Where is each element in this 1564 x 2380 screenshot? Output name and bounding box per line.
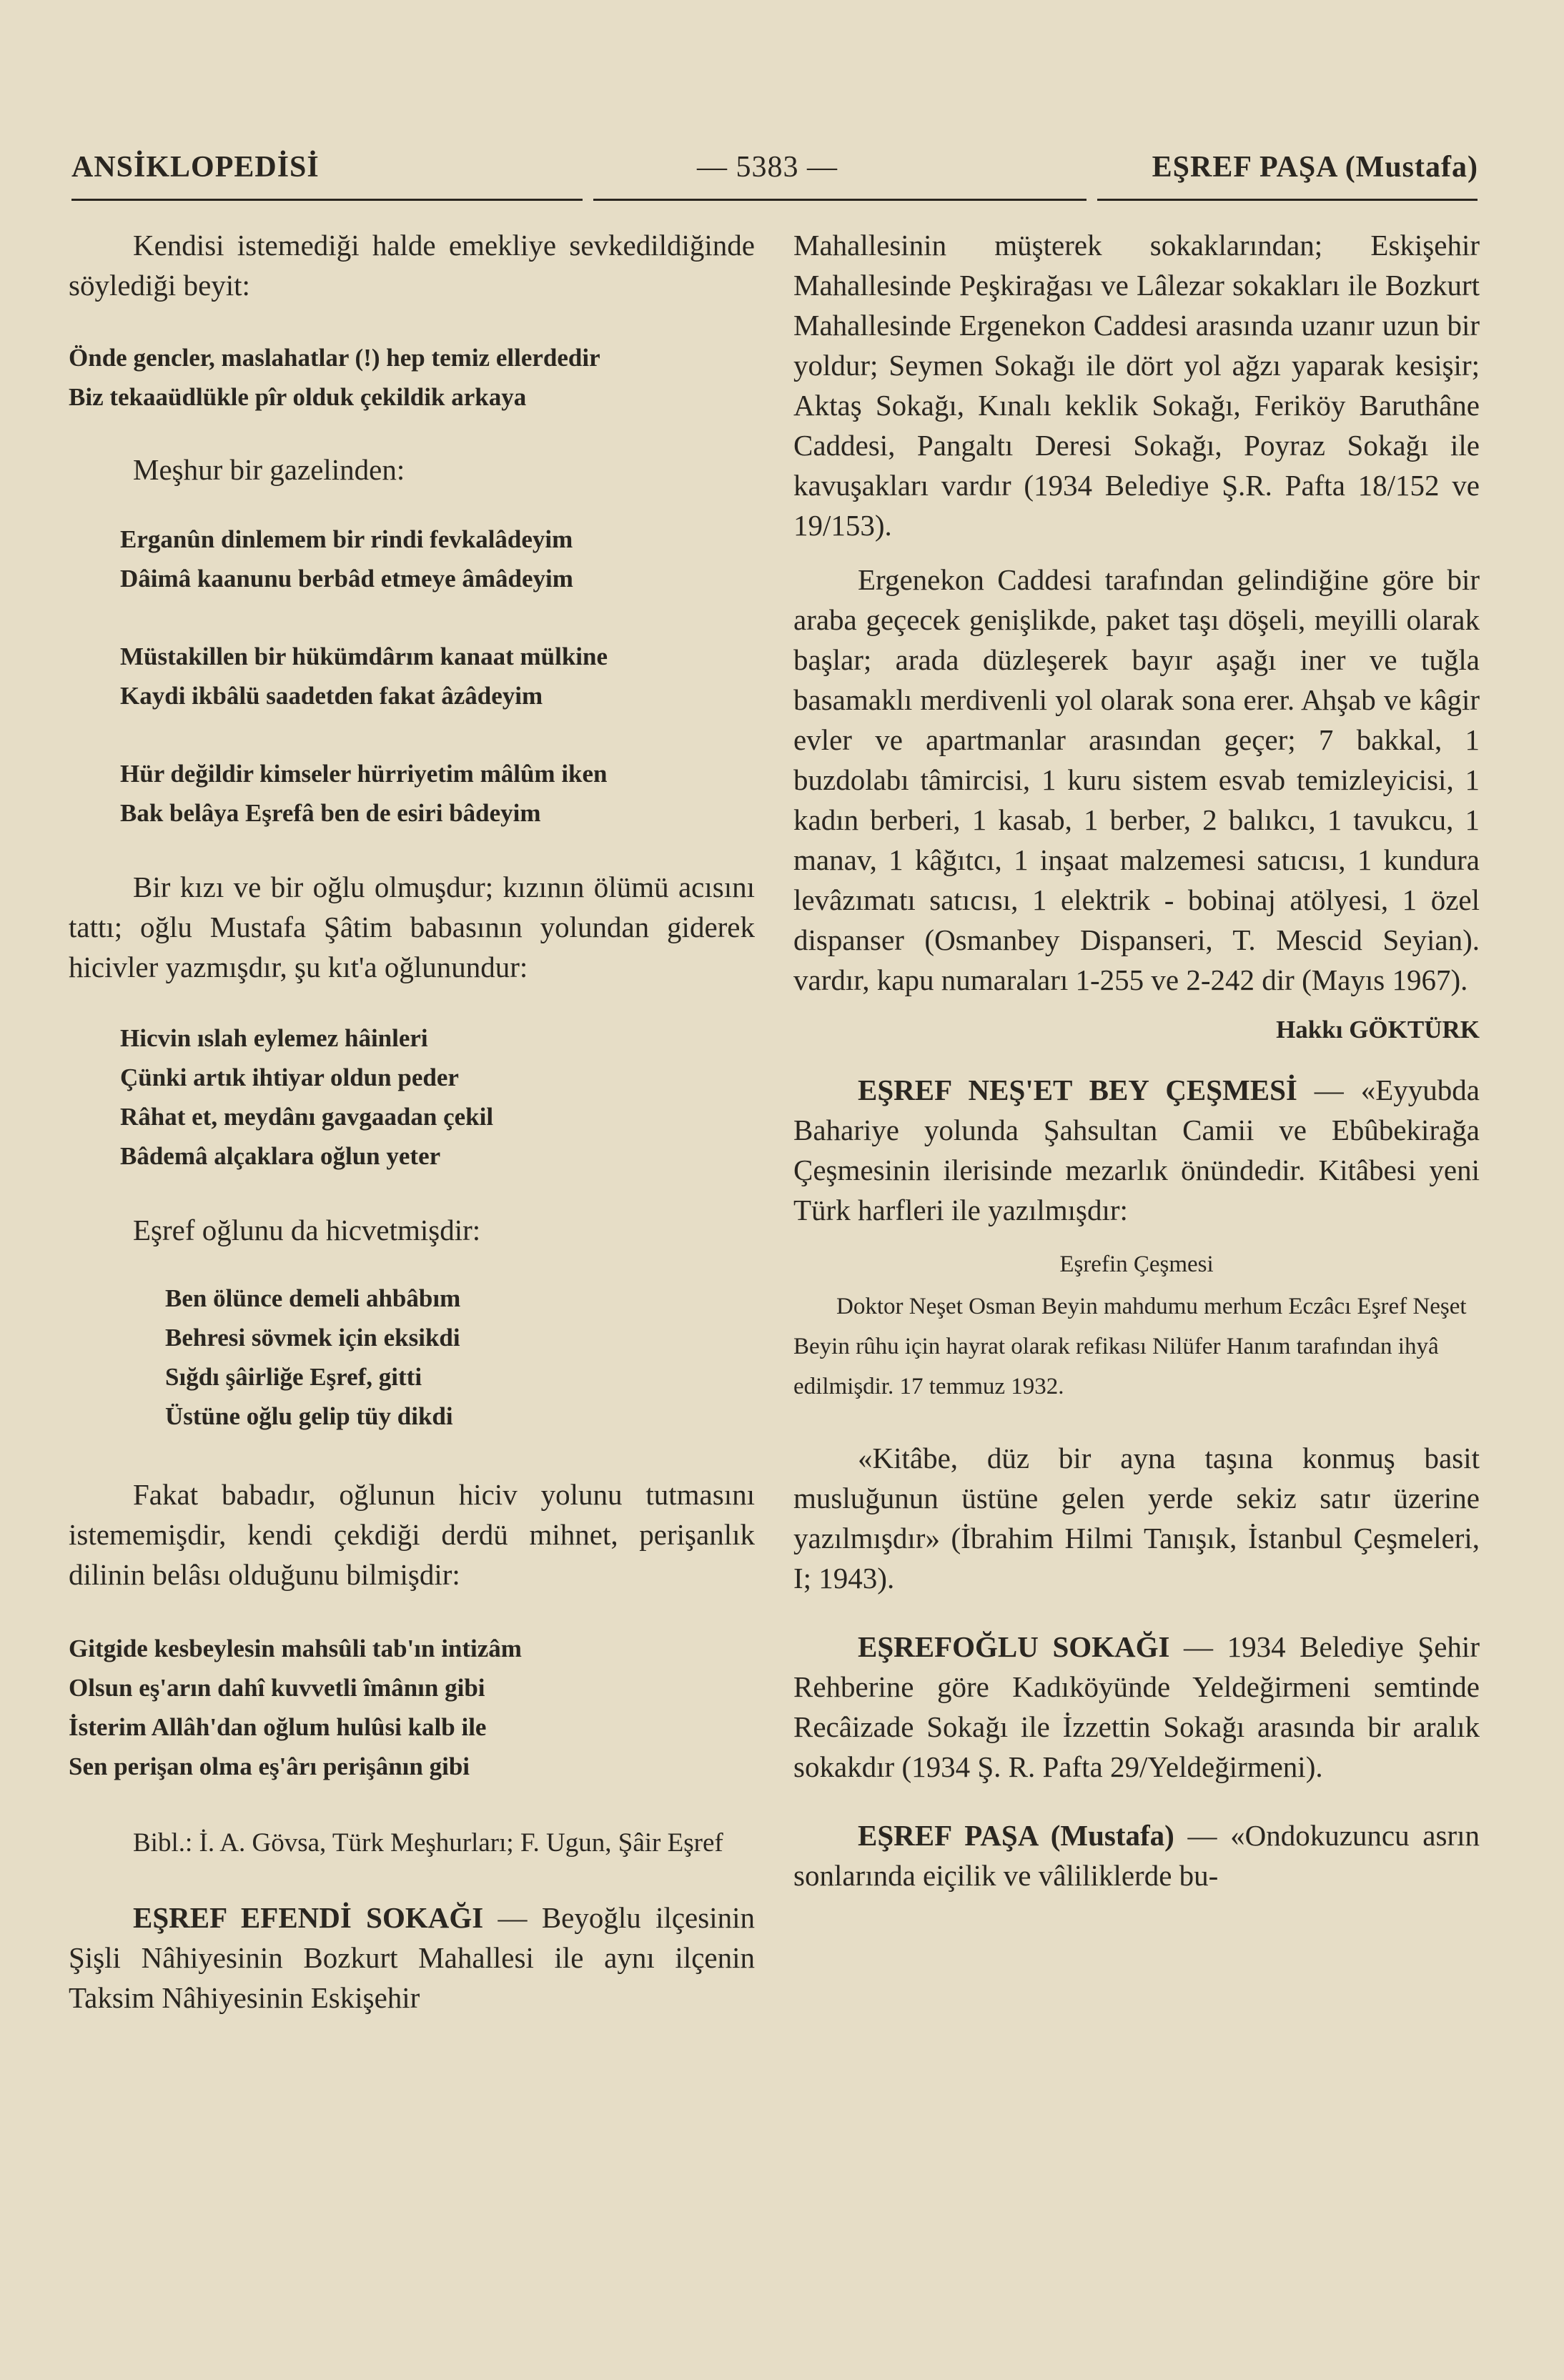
verse-line: Behresi sövmek için eksikdi xyxy=(165,1324,460,1352)
paragraph: Ergenekon Caddesi tarafından gelindiğine göre bir araba geçecek genişlikde, paket taşı döşeli, meyilli olarak başlar; arada düzleşerek bayır aşağı iner ve tuğla basamaklı merdivenli yol olarak sona erer. Ahşab ve kâgir evler ve apartmanlar arasından geçer; 7 bakkal, 1 buzdolabı tâmircisi, 1 kuru sistem esvab temizleyicisi, 1 kadın berberi, 1 kasab, 1 berber, 2 balıkcı, 1 tavukcu, 1 manav, 1 kâğıtcı, 1 inşaat malzemesi satıcısı, 1 kundura levâzımatı satıcısı, 1 elektrik - bobinaj atölyesi, 1 özel dispanser (Osmanbey Dispanseri, T. Mescid Seyian). vardır, kapu numaraları 1-255 ve 2-242 dir (Mayıs 1967). xyxy=(793,563,1480,996)
entry-paragraph xyxy=(793,1815,1480,1895)
verse-line: Râhat et, meydânı gavgaadan çekil xyxy=(120,1103,494,1131)
paragraph: Kendisi istemediği halde emekliye sevkedildiğinde söylediği beyit: xyxy=(69,229,755,302)
verse-line: Dâimâ kaanunu berbâd etmeye âmâdeyim xyxy=(120,565,573,592)
entry-paragraph xyxy=(69,1898,755,2018)
verse-line: Üstüne oğlu gelip tüy dikdi xyxy=(165,1402,453,1430)
entry-paragraph xyxy=(793,1070,1480,1230)
verse xyxy=(69,1279,755,1436)
paragraph: Mahallesinin müşterek sokaklarından; Eskişehir Mahallesinde Peşkirağası ve Lâlezar sokakları ile Bozkurt Mahallesinde Ergenekon Caddesi arasında uzanır uzun bir yoldur; Seymen Sokağı ile dört yol ağzı yaparak kesişir; Aktaş Sokağı, Kınalı keklik Sokağı, Feriköy Baruthâne Caddesi, Pangaltı Deresi Sokağı, Poyraz Sokağı ile kavuşakları vardır (1934 Belediye Ş.R. Pafta 18/152 ve 19/153). xyxy=(793,229,1480,542)
entry-title: EŞREF PAŞA (Mustafa) xyxy=(858,1819,1174,1852)
verse-line: Kaydi ikbâlü saadetden fakat âzâdeyim xyxy=(120,682,543,710)
entry-title: EŞREF EFENDİ SOKAĞI xyxy=(133,1901,484,1934)
inscription-title: Eşrefin Çeşmesi xyxy=(1059,1251,1214,1277)
verse-line: Sığdı şâirliğe Eşref, gitti xyxy=(165,1363,422,1391)
entry-title: EŞREF NEŞ'ET BEY ÇEŞMESİ xyxy=(858,1074,1297,1106)
verse xyxy=(69,520,755,598)
entry-text: — «Eyyubda Bahariye yolunda Şahsultan Camii ve Ebûbekirağa Çeşmesinin ilerisinde mezarlık önündedir. Kitâbesi yeni Türk harfleri ile yazılmışdır: xyxy=(793,1074,1480,1226)
paragraph: Bir kızı ve bir oğlu olmuşdur; kızının ölümü acısını tattı; oğlu Mustafa Şâtim babasının yolundan giderek hicivler yazmışdır, şu kıt'a oğlunundur: xyxy=(69,871,755,983)
inscription-text: Doktor Neşet Osman Beyin mahdumu merhum Eczâcı Eşref Neşet Beyin rûhu için hayrat olarak refikası Nilüfer Hanım tarafından ihyâ edilmişdir. 17 temmuz 1932. xyxy=(793,1294,1467,1399)
entry-text: — 1934 Belediye Şehir Rehberine göre Kadıköyünde Yeldeğirmeni semtinde Recâizade Sokağı ile İzzettin Sokağı arasında bir aralık sokakdır (1934 Ş. R. Pafta 29/Yeldeğirmeni). xyxy=(793,1630,1480,1783)
verse-line: Bak belâya Eşrefâ ben de esiri bâdeyim xyxy=(120,799,541,827)
bibliography: Bibl.: İ. A. Gövsa, Türk Meşhurları; F. Ugun, Şâir Eşref xyxy=(133,1828,723,1858)
verse xyxy=(69,754,755,833)
verse-line: Çünki artık ihtiyar oldun peder xyxy=(120,1063,459,1091)
verse-line: Olsun eş'arın dahî kuvvetli îmânın gibi xyxy=(69,1674,485,1702)
paragraph: Meşhur bir gazelinden: xyxy=(133,453,405,486)
verse-line: Erganûn dinlemem bir rindi fevkalâdeyim xyxy=(120,525,573,553)
header-rule xyxy=(71,199,583,201)
header-rule xyxy=(1097,199,1478,201)
paragraph: Eşref oğlunu da hicvetmişdir: xyxy=(133,1214,481,1246)
verse-line: Önde gencler, maslahatlar (!) hep temiz ellerdedir xyxy=(69,344,600,372)
verse-line: Sen perişan olma eş'ârı perişânın gibi xyxy=(69,1752,470,1780)
verse xyxy=(69,338,755,417)
entry-text: — «Ondokuzuncu asrın sonlarında eiçilik ve vâliliklerde bu- xyxy=(793,1819,1480,1892)
right-column xyxy=(793,225,1480,1895)
entry-paragraph xyxy=(793,1627,1480,1787)
entry-text: — Beyoğlu ilçesinin Şişli Nâhiyesinin Bozkurt Mahallesi ile aynı ilçenin Taksim Nâhiyesinin Eskişehir xyxy=(69,1901,755,2014)
verse-line: Gitgide kesbeylesin mahsûli tab'ın intizâm xyxy=(69,1635,522,1662)
verse-line: Biz tekaaüdlükle pîr olduk çekildik arkaya xyxy=(69,383,527,411)
paragraph: Fakat babadır, oğlunun hiciv yolunu tutmasını istememişdir, kendi çekdiği derdü mihnet, perişanlık dilinin belâsı olduğunu bilmişdir: xyxy=(69,1478,755,1591)
author-signature: Hakkı GÖKTÜRK xyxy=(1276,1016,1480,1043)
verse xyxy=(69,637,755,715)
running-header-right: EŞREF PAŞA (Mustafa) xyxy=(1152,151,1478,184)
page-number: — 5383 — xyxy=(697,151,838,184)
verse-line: Ben ölünce demeli ahbâbım xyxy=(165,1284,461,1312)
verse-line: Müstakillen bir hükümdârım kanaat mülkine xyxy=(120,643,608,670)
left-column xyxy=(69,225,755,2018)
running-header-left: ANSİKLOPEDİSİ xyxy=(71,151,320,184)
verse-line: Bâdemâ alçaklara oğlun yeter xyxy=(120,1142,441,1170)
header-rule xyxy=(593,199,1087,201)
entry-title: EŞREFOĞLU SOKAĞI xyxy=(858,1630,1170,1663)
verse xyxy=(69,1018,755,1176)
verse xyxy=(69,1629,755,1786)
verse-line: Hür değildir kimseler hürriyetim mâlûm iken xyxy=(120,760,608,788)
verse-line: Hicvin ıslah eylemez hâinleri xyxy=(120,1024,428,1052)
verse-line: İsterim Allâh'dan oğlum hulûsi kalb ile xyxy=(69,1713,487,1741)
paragraph: «Kitâbe, düz bir ayna taşına konmuş basit musluğunun üstüne gelen yerde sekiz satır üzerine yazılmışdır» (İbrahim Hilmi Tanışık, İstanbul Çeşmeleri, I; 1943). xyxy=(793,1442,1480,1595)
